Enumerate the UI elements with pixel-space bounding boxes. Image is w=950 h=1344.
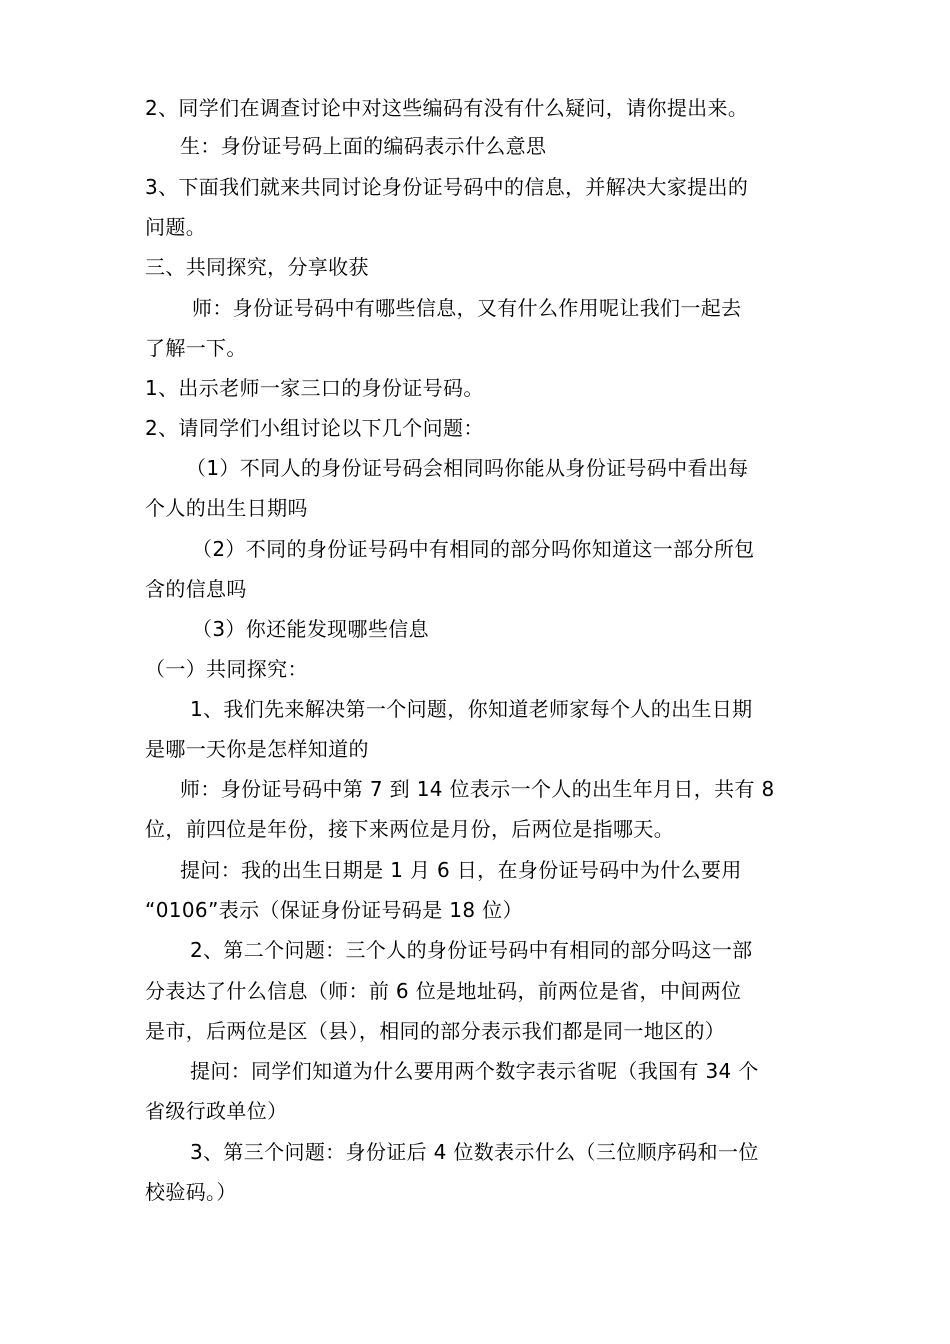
text-line: 是哪一天你是怎样知道的 [145, 737, 369, 761]
text-line: 提问：我的出生日期是 1 月 6 日，在身份证号码中为什么要用 [180, 858, 742, 882]
text-line: 校验码。） [145, 1180, 237, 1204]
text-line: （1）不同人的身份证号码会相同吗你能从身份证号码中看出每 [186, 456, 749, 480]
text-line: 师：身份证号码中第 7 到 14 位表示一个人的出生年月日，共有 8 [180, 777, 775, 801]
text-line: 位，前四位是年份，接下来两位是月份，后两位是指哪天。 [145, 817, 675, 841]
text-line: 1、出示老师一家三口的身份证号码。 [145, 376, 484, 400]
section-heading: 三、共同探究，分享收获 [145, 255, 369, 279]
text-line: 1、我们先来解决第一个问题，你知道老师家每个人的出生日期 [190, 697, 753, 721]
text-line: 提问：同学们知道为什么要用两个数字表示省呢（我国有 34 个 [190, 1059, 759, 1083]
text-line: 了解一下。 [145, 336, 247, 360]
text-line: （2）不同的身份证号码中有相同的部分吗你知道这一部分所包 [192, 537, 755, 561]
text-line: （3）你还能发现哪些信息 [192, 617, 429, 641]
text-line: 3、第三个问题：身份证后 4 位数表示什么（三位顺序码和一位 [190, 1140, 759, 1164]
text-line: 个人的出生日期吗 [145, 496, 308, 520]
text-line: 2、请同学们小组讨论以下几个问题： [145, 416, 484, 440]
text-line: 2、同学们在调查讨论中对这些编码有没有什么疑问，请你提出来。 [145, 96, 749, 120]
text-line: 生：身份证号码上面的编码表示什么意思 [180, 134, 547, 158]
text-line: 是市，后两位是区（县），相同的部分表示我们都是同一地区的） [145, 1019, 726, 1043]
text-line: “0106”表示（保证身份证号码是 18 位） [145, 898, 523, 922]
text-line: 含的信息吗 [145, 577, 247, 601]
text-line: 问题。 [145, 215, 207, 239]
text-line: 省级行政单位） [145, 1099, 288, 1123]
section-heading: （一）共同探究： [145, 657, 308, 681]
text-line: 3、下面我们就来共同讨论身份证号码中的信息，并解决大家提出的 [145, 175, 749, 199]
text-line: 师：身份证号码中有哪些信息，又有什么作用呢让我们一起去 [192, 296, 742, 320]
text-line: 2、第二个问题：三个人的身份证号码中有相同的部分吗这一部 [190, 938, 753, 962]
text-line: 分表达了什么信息（师：前 6 位是地址码，前两位是省，中间两位 [145, 979, 742, 1003]
